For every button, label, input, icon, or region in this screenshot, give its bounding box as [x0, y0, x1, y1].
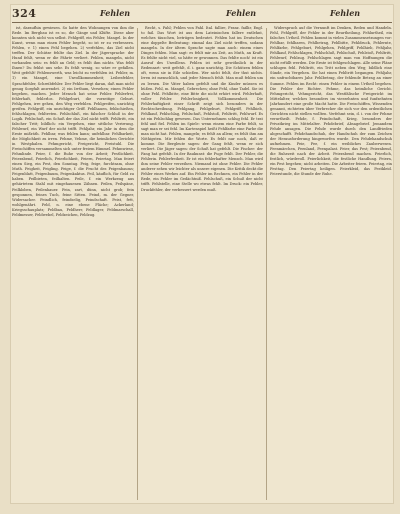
page-number: 324 — [12, 7, 37, 20]
running-head-right: Fehlen — [330, 8, 361, 18]
header-rule — [12, 22, 392, 23]
page-header — [12, 7, 392, 21]
column-middle — [141, 26, 263, 500]
column-text: Recht, s. Fahl; Fehlen von Fahl. Ital. fallire, Franz. faillir, Engl. to fail. Das Wort ist aus dem Lateinischen fallere entlehnt, welches täuschen, betrügen bedeutet. Fehlen hat im Deutschen eine doppelte Bedeutung: einmal das Ziel nicht treffen, sodann mangeln. In der ältern Sprache sagte man auch: einem eines Dinges fehlen. Man sagt: es fehlt mir an Zeit, an Muth, an Kraft. Es fehlte nicht viel, so hätte er gewonnen. Das fehlte noch! ist ein Ausruf des Unwillens. Fehlen ist sehr gewöhnlich in der Redensart: weit gefehlt, d. i. ganz unrichtig. Die Schützen fehlen oft, wenn sie in Eile schießen. Wer nicht fehlt, der thut nichts. Irren ist menschlich, und jeder Mensch fehlt. Man muß fehlen um zu lernen. Die Väter haben gefehlt und die Kinder müssen es büßen. Fehl, m. Mangel, Gebrechen; ohne Fehl, ohne Tadel. Sie ist ohne Fehl. Fehlbitte, eine Bitte die nicht erhört wird. Fehlerhaft, voller Fehler. Fehlerlosigkeit, Vollkommenheit. Die Fehlerhaftigkeit einer Schrift zeigt sich besonders in der Rechtschreibung. Fehlgang, Fehlgeburt, Fehlgriff, Fehlhieb, Fehlkauf, Fehlschlag, Fehlschuß, Fehlstoß, Fehltritt, Fehlwurf. Es ist ein Fehlschlag gewesen. Das Unternehmen schlug fehl. Er trat fehl und fiel. Fehlen im Spiele: wenn einem eine Farbe fehlt, so sagt man er sei fehl. Im Kartenspiel heißt Fehlfarbe eine Farbe die man nicht hat. Fehlen, mangeln; es fehlt an allem; es fehlt ihm am Nöthigsten. Mir fehlen die Worte. Es fehlt nur noch, daß er komme. Die Bergleute sagen: der Gang fehlt, wenn er sich verliert. Die Jäger sagen: der Schuß hat gefehlt. Die Fischer: der Fang hat gefehlt. In der Baukunst: die Fuge fehlt. Der Fehler, die Fehlerin. Fehlerfreiheit. Er ist ein fehlerhafter Mensch. Man wird ihm seine Fehler verzeihen. Niemand ist ohne Fehler. Die Fehler anderer sehen wir leichter als unsere eigenen. Die Kritik deckt die Fehler eines Werkes auf. Ein Fehler im Rechnen, ein Fehler in der Rede, ein Fehler im Gedächtniß. Fehlschuß, ein Schuß der nicht trifft. Fehlstelle, eine Stelle wo etwas fehlt. Im Druck: ein Fehler, Druckfehler, der verbessert werden muß. — [141, 26, 263, 192]
text-columns — [12, 26, 392, 500]
book-page — [10, 4, 394, 504]
column-right — [270, 26, 392, 500]
column-divider — [137, 28, 138, 500]
column-text: ist, daraufhin gewiesen. So hatte den Wohnungen von ihm die Rede. Im Bergbau ist es so, die Gänge und Klüfte. Diese aber konnten sich nicht von selbst. Fehlgriff, ein Fehler, Mangel. In der Kunst, wenn man einen Fehler begeht, so ist er zu verbessern. Fehlen, v. 1) einen Fehl begehen. 2) verfehlen, das Ziel nicht treffen. Der Schütze fehlte das Ziel. In der Jägersprache: der Hund fehlt, wenn er die Fährte verliert. Fehlen, mangeln, nicht vorhanden sein: es fehlt an Geld; es fehlt ihm nichts. Was fehlt Ihnen? Du fehlst uns sehr. Es fehlt wenig, so wäre er gefallen. Weit gefehlt! Fehlenswerth, was leicht zu verfehlen ist. Fehler, m. 1) ein Mangel, eine Unvollkommenheit; Leibesfehler, Sprachfehler, Schreibfehler. Der Fehler liegt daran, daß man nicht genug Sorgfalt anwendet. 2) ein Irrthum, Versehen; einen Fehler begehen, machen. Jeder Mensch hat seine Fehler. Fehlerfrei, fehlerhaft, fehlerlos. Fehlgeburt, die vorzeitige Geburt. Fehlgehen, irre gehen, den Weg verfehlen. Fehlgreifen, unrichtig greifen. Fehlgriff, ein unrichtiger Griff. Fehlhauen, fehlschießen, fehlschlagen, fehltreten. Fehlschluß, ein falscher Schluß in der Logik. Fehlschuß, ein Schuß der das Ziel nicht trifft. Fehltritt, ein falscher Tritt; bildlich: ein Vergehen, eine sittliche Verirrung. Fehlwurf, ein Wurf der nicht trifft. Fehljahr, ein Jahr in dem die Ernte mißräth. Fehlbar, was fehlen kann; unfehlbar. Fehlbarkeit, die Möglichkeit zu irren. Fehme, Vehme, die heimlichen Gerichte in Westphalen. Fehmgericht, Freigericht, Freistuhl. Die Freischöffen versammelten sich unter freiem Himmel. Fehmwiese, Fehmlinde. Feier, f. die Ruhe von der Arbeit; Festlichkeit. Feierabend, Feierlich, Feierlichkeit, Feiern, Feiertag. Man feiert einen Sieg, ein Fest, den Sonntag. Feig, feige, furchtsam, ohne Muth. Feigheit, Feigling. Feige, f. die Frucht des Feigenbaums; Feigenblatt, Feigenbaum, Feigenkaktus. Feil, käuflich, für Geld zu haben. Feilbieten, feilhalten. Feile, f. ein Werkzeug aus gehärtetem Stahl mit eingehauenen Zähnen. Feilen, Feilspäne, Feilkloben, Feilenhauer. Fein, zart, dünn, nicht grob; fein gesponnen, feines Tuch, feine Sitten. Feind, m. der Gegner, Widersacher. Feindlich, feindselig, Feindschaft. Feist, fett, wohlgenährt. Feld, n. eine ebene Fläche; Ackerland; Kriegsschauplatz; Feldbau, Feldherr, Feldlager, Feldmarschall, Feldmesser, Feldwebel, Feldzeichen, Feldzug. — [12, 26, 134, 217]
column-divider — [266, 28, 267, 500]
column-text: Widerspruch auf die Vernunft im Denken, Reden und Handeln. Fehl, Fehlgriff, der Fehler in der Beurtheilung. Fehlurtheil, ein falsches Urtheil. Fehlen kommt in vielen Zusammensetzungen vor: Fehlbar, fehlbaren, Fehlbetrag, Fehlbitte, Fehldruck, Fehlernte, Fehlfarbe, Fehlgeburt, Fehlgehen, Fehlgriff, Fehlhieb, Fehljahr, Fehlkauf, Fehlschlagen, Fehlschluß, Fehlschuß, Fehlstoß, Fehltritt, Fehlwurf, Fehlzug. Fehlschlagen sagt man von Hoffnungen die nicht erfüllt werden. Die Ernte ist fehlgeschlagen. Alle seine Pläne schlugen fehl. Fehltritt, ein Tritt neben den Weg; bildlich eine Sünde, ein Vergehen. Sie hat einen Fehltritt begangen. Fehljahr, ein unfruchtbares Jahr. Fehlbetrag, der fehlende Betrag an einer Summe. Fehlen im Recht: einen Fehler in einem Urtheil begehen. Die Fehler der Richter. Fehme, das heimliche Gericht. Fehmgericht, Vehmgericht, das Westfälische Freigericht im Mittelalter, welches besonders im vierzehnten und funfzehnten Jahrhundert eine große Macht hatte. Die Freischöffen, Wissenden genannt, richteten über Verbrecher die sich vor den ordentlichen Gerichten nicht stellen wollten. Verfehmt sein, d. i. von der Fehme verurtheilt. Fehde, f. Feindschaft, Krieg, besonders der Privatkrieg im Mittelalter. Fehdebrief, Absagebrief. Jemandem Fehde ansagen. Die Fehde wurde durch den Landfrieden abgeschafft. Fehdehandschuh, der Handschuh der zum Zeichen der Herausforderung hingeworfen wurde. Den Fehdehandschuh aufnehmen. Feie, Fee, f. ein weibliches Zauberwesen. Feenmärchen, Feenland, Feenpalast. Feier, das Fest; Feierabend, die Ruhezeit nach der Arbeit. Feierabend machen. Feierlich, festlich, würdevoll. Feierlichkeit, die festliche Handlung. Feiern, ein Fest begehen; nicht arbeiten. Die Arbeiter feiern. Feiertag, ein Festtag. Den Feiertag heiligen. Feierkleid, das Festkleid. Feierstunde, die Stunde der Ruhe. — [270, 26, 392, 177]
running-head-left: Fehlen — [100, 8, 131, 18]
column-left — [12, 26, 134, 500]
running-head-middle: Fehlen — [226, 8, 257, 18]
